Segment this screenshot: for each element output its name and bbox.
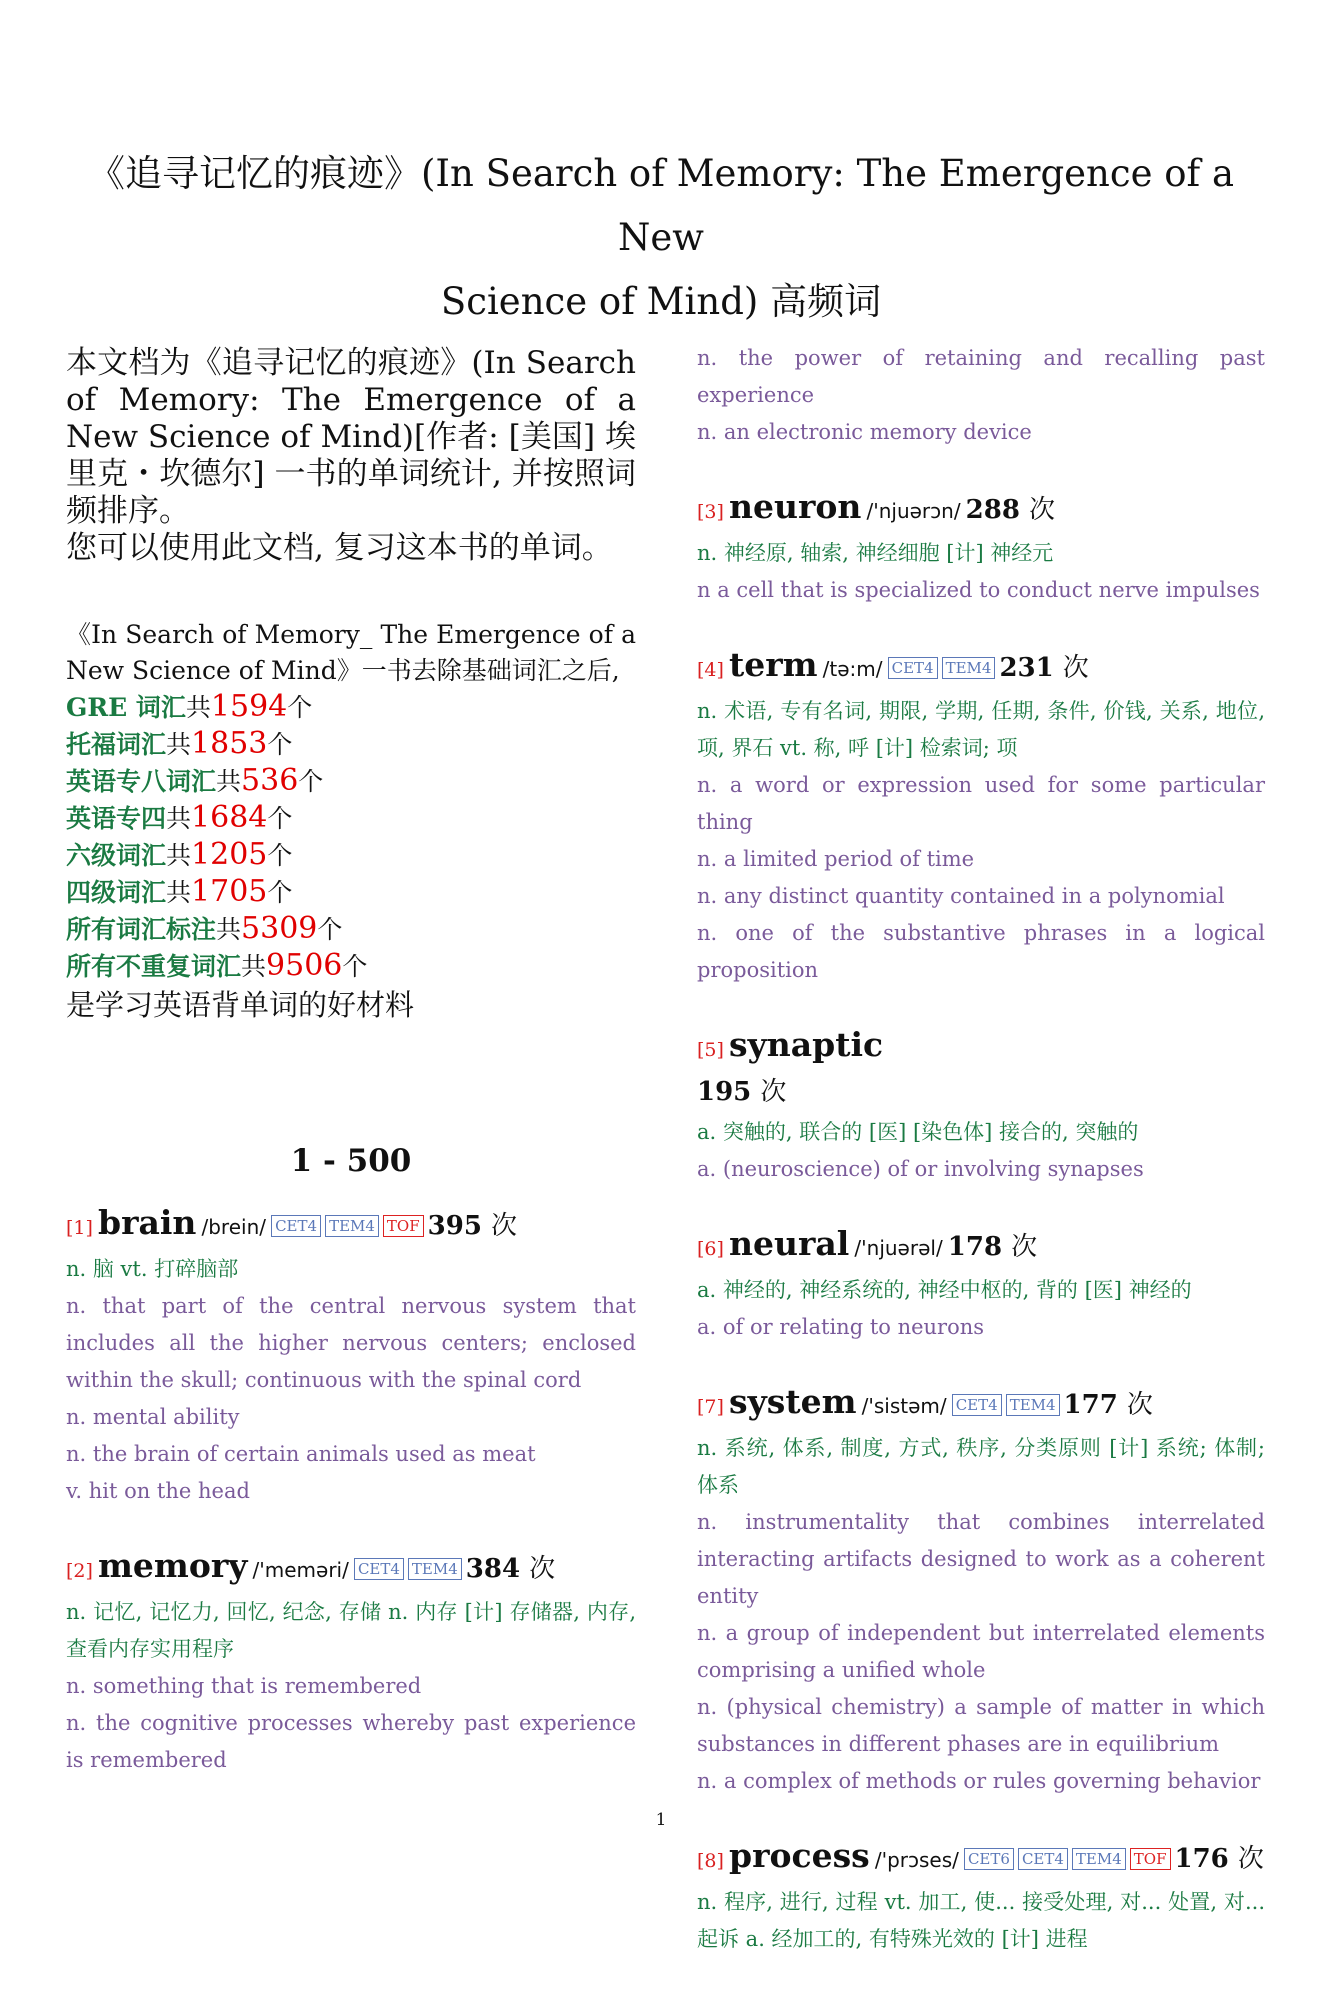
frequency-count: 178: [947, 1232, 1003, 1262]
page-number: 1: [655, 1810, 667, 1830]
stats-summary: [66, 617, 636, 1025]
exam-tag: CET6: [964, 1848, 1014, 1870]
exam-tag: TEM4: [325, 1215, 379, 1237]
frequency-count: 231: [999, 653, 1054, 683]
exam-tag: CET4: [1018, 1848, 1068, 1870]
entry-frequency: [697, 1077, 786, 1107]
definition-en: n. a word or expression used for some particular thing: [697, 773, 1265, 834]
word-entry: [66, 1544, 636, 1779]
frequency-count: 176: [1174, 1844, 1229, 1874]
entry-index: [7]: [697, 1396, 724, 1418]
definition-en: n. the brain of certain animals used as meat: [66, 1442, 536, 1466]
entry-word: process: [729, 1836, 870, 1875]
frequency-unit: 次: [1126, 1390, 1153, 1420]
entry-word: memory: [98, 1546, 248, 1585]
entry-frequency: [1064, 1390, 1153, 1420]
entry-phonetic: /'njuərɔn/: [866, 499, 961, 523]
stat-line: [66, 874, 636, 911]
stat-label: 英语专四: [66, 804, 167, 833]
stat-mid: 共: [166, 730, 192, 759]
stat-label: 所有词汇标注: [66, 915, 217, 944]
stat-line: [66, 911, 636, 948]
definition-zh: n. 脑 vt. 打碎脑部: [66, 1257, 239, 1281]
entry-phonetic: /'njuərəl/: [854, 1236, 943, 1260]
stat-unit: 个: [267, 878, 293, 907]
range-heading: 1 - 500: [290, 1143, 412, 1179]
stat-label: 所有不重复词汇: [66, 952, 242, 981]
frequency-unit: 次: [760, 1077, 787, 1107]
stat-unit: 个: [298, 767, 324, 796]
intro-paragraph: [66, 345, 636, 567]
entry-word: synaptic: [729, 1025, 884, 1064]
entry-index: [5]: [697, 1039, 724, 1061]
frequency-count: 395: [427, 1211, 482, 1241]
exam-tag: TOF: [1130, 1848, 1171, 1870]
definition-en: n. (physical chemistry) a sample of matter in which substances in different phases are in equilibrium: [697, 1695, 1265, 1756]
document-title: [40, 142, 1282, 334]
stat-mid: 共: [216, 915, 242, 944]
stat-mid: 共: [166, 878, 192, 907]
exam-tag: CET4: [271, 1215, 321, 1237]
definition-en: n. that part of the central nervous system that includes all the higher nervous centers; enclosed within the skull; continuous with the spinal cord: [66, 1294, 636, 1392]
stat-line: [66, 800, 636, 837]
stat-count: 1853: [191, 726, 268, 761]
entry-head: [697, 643, 1265, 693]
definition-zh: a. 神经的, 神经系统的, 神经中枢的, 背的 [医] 神经的: [697, 1278, 1192, 1302]
definition-en: n. a complex of methods or rules governing behavior: [697, 1769, 1261, 1793]
frequency-count: 195: [697, 1077, 752, 1107]
entry-index: [1]: [66, 1217, 93, 1239]
stat-unit: 个: [267, 804, 293, 833]
stat-mid: 共: [241, 952, 267, 981]
entry-index: [3]: [697, 501, 724, 523]
definition-zh: n. 系统, 体系, 制度, 方式, 秩序, 分类原则 [计] 系统; 体制; 体系: [697, 1436, 1265, 1497]
entry-index: [2]: [66, 1560, 93, 1582]
stat-line: [66, 948, 636, 985]
entry-word: neural: [729, 1224, 850, 1263]
entry-phonetic: /'prɔses/: [874, 1848, 959, 1872]
frequency-count: 177: [1063, 1390, 1118, 1420]
word-entry: [697, 1834, 1265, 1958]
definition-en: n. an electronic memory device: [697, 420, 1032, 444]
stat-mid: 共: [166, 841, 192, 870]
exam-tag: TEM4: [942, 657, 996, 679]
definition-en: n. any distinct quantity contained in a polynomial: [697, 884, 1225, 908]
entry-phonetic: /'meməri/: [252, 1558, 349, 1582]
entry-head: [66, 1544, 636, 1594]
intro-line-1: 本文档为《追寻记忆的痕迹》(In Search of Memory: The Emergence of a New Science of Mind)[作者: [美国] 埃里克・坎德尔] 一书的单词统计, 并按照词频排序。: [66, 345, 636, 529]
definition-zh: n. 程序, 进行, 过程 vt. 加工, 使... 接受处理, 对... 处置, 对... 起诉 a. 经加工的, 有特殊光效的 [计] 进程: [697, 1890, 1265, 1951]
definition-en: n. the power of retaining and recalling past experience: [697, 346, 1265, 407]
stat-count: 536: [241, 763, 299, 798]
stat-line: [66, 726, 636, 763]
definition-en: a. of or relating to neurons: [697, 1315, 985, 1339]
entry-frequency: [466, 1554, 555, 1584]
word-entry: [697, 643, 1265, 989]
stat-count: 5309: [241, 911, 318, 946]
entry-word: term: [729, 645, 818, 684]
stat-unit: 个: [317, 915, 343, 944]
exam-tag: CET4: [888, 657, 938, 679]
stat-count: 1684: [191, 800, 268, 835]
stat-count: 1205: [191, 837, 268, 872]
entry-head: [697, 485, 1265, 535]
title-line-2: Science of Mind) 高频词: [440, 280, 882, 323]
right-column: [697, 340, 1265, 1992]
definition-en: n. mental ability: [66, 1405, 240, 1429]
entry-phonetic: /brein/: [201, 1215, 266, 1239]
entry-index: [8]: [697, 1850, 724, 1872]
frequency-unit: 次: [1062, 653, 1089, 683]
title-line-1: 《追寻记忆的痕迹》(In Search of Memory: The Emergence of a New: [87, 152, 1235, 259]
definition-zh: n. 术语, 专有名词, 期限, 学期, 任期, 条件, 价钱, 关系, 地位, 项, 界石 vt. 称, 呼 [计] 检索词; 项: [697, 699, 1265, 760]
stat-count: 9506: [266, 948, 343, 983]
exam-tag: CET4: [354, 1558, 404, 1580]
definition-zh: n. 记忆, 记忆力, 回忆, 纪念, 存储 n. 内存 [计] 存储器, 内存, 查看内存实用程序: [66, 1600, 636, 1661]
definition-en: n. something that is remembered: [66, 1674, 422, 1698]
definition-zh: a. 突触的, 联合的 [医] [染色体] 接合的, 突触的: [697, 1120, 1139, 1144]
stat-unit: 个: [267, 730, 293, 759]
stat-label: 托福词汇: [66, 730, 167, 759]
entry-word: neuron: [729, 487, 862, 526]
stat-label: 四级词汇: [66, 878, 167, 907]
good-material-note: 是学习英语背单词的好材料: [66, 988, 415, 1022]
stats-list: [66, 689, 636, 985]
word-entry: [697, 1222, 1265, 1346]
word-entry: [697, 1380, 1265, 1800]
stat-count: 1594: [210, 689, 288, 724]
entry-word: system: [729, 1382, 857, 1421]
entry-frequency: [948, 1232, 1037, 1262]
exam-tag: TOF: [383, 1215, 424, 1237]
stat-line: [66, 689, 636, 726]
definition-en: n a cell that is specialized to conduct nerve impulses: [697, 578, 1260, 602]
entry-frequency: [428, 1211, 517, 1241]
stat-count: 1705: [191, 874, 268, 909]
exam-tag: CET4: [952, 1394, 1002, 1416]
intro-line-2: 您可以使用此文档, 复习这本书的单词。: [66, 530, 613, 566]
stat-label: GRE 词汇: [66, 693, 186, 722]
definition-en: n. a limited period of time: [697, 847, 975, 871]
word-entry: [697, 1023, 1265, 1188]
entry-frequency: [999, 653, 1088, 683]
definition-zh: n. 神经原, 轴索, 神经细胞 [计] 神经元: [697, 541, 1054, 565]
entry-frequency: [966, 495, 1055, 525]
exam-tag: TEM4: [1006, 1394, 1060, 1416]
entry-phonetic: /'sistəm/: [861, 1394, 947, 1418]
left-column: [66, 345, 636, 1813]
entry-index: [4]: [697, 659, 724, 681]
definition-en: n. instrumentality that combines interrelated interacting artifacts designed to work as a coherent entity: [697, 1510, 1265, 1608]
frequency-unit: 次: [1011, 1232, 1038, 1262]
entry-phonetic: /tə:m/: [822, 657, 883, 681]
stat-unit: 个: [342, 952, 368, 981]
entry-head: [697, 1834, 1265, 1884]
definition-en: a. (neuroscience) of or involving synapses: [697, 1157, 1144, 1181]
stat-line: [66, 837, 636, 874]
left-entries: [66, 1201, 636, 1779]
frequency-unit: 次: [1029, 495, 1056, 525]
frequency-unit: 次: [1237, 1844, 1264, 1874]
stat-mid: 共: [166, 804, 192, 833]
frequency-unit: 次: [490, 1211, 517, 1241]
exam-tag: TEM4: [408, 1558, 462, 1580]
frequency-count: 288: [965, 495, 1020, 525]
entry-index: [6]: [697, 1238, 724, 1260]
word-entry: [697, 340, 1265, 451]
definition-en: v. hit on the head: [66, 1479, 250, 1503]
entry-head: [697, 1222, 1265, 1272]
entry-head: [697, 1023, 1265, 1073]
frequency-count: 384: [465, 1554, 521, 1584]
entry-word: brain: [98, 1203, 197, 1242]
stat-line: [66, 763, 636, 800]
entry-head: [697, 1380, 1265, 1430]
word-entry: [697, 485, 1265, 609]
right-entries: [697, 340, 1265, 1958]
stat-unit: 个: [267, 841, 293, 870]
stat-mid: 共: [185, 693, 211, 722]
entry-head: [66, 1201, 636, 1251]
definition-en: n. one of the substantive phrases in a logical proposition: [697, 921, 1265, 982]
stat-mid: 共: [216, 767, 242, 796]
exam-tag: TEM4: [1072, 1848, 1126, 1870]
frequency-unit: 次: [529, 1554, 556, 1584]
word-entry: [66, 1201, 636, 1510]
definition-en: n. the cognitive processes whereby past experience is remembered: [66, 1711, 636, 1772]
summary-intro: 《In Search of Memory_ The Emergence of a New Science of Mind》一书去除基础词汇之后,: [66, 620, 636, 685]
stat-label: 英语专八词汇: [66, 767, 217, 796]
frequency-line: [697, 1073, 1265, 1114]
definition-en: n. a group of independent but interrelated elements comprising a unified whole: [697, 1621, 1265, 1682]
stat-unit: 个: [287, 693, 313, 722]
stat-label: 六级词汇: [66, 841, 167, 870]
